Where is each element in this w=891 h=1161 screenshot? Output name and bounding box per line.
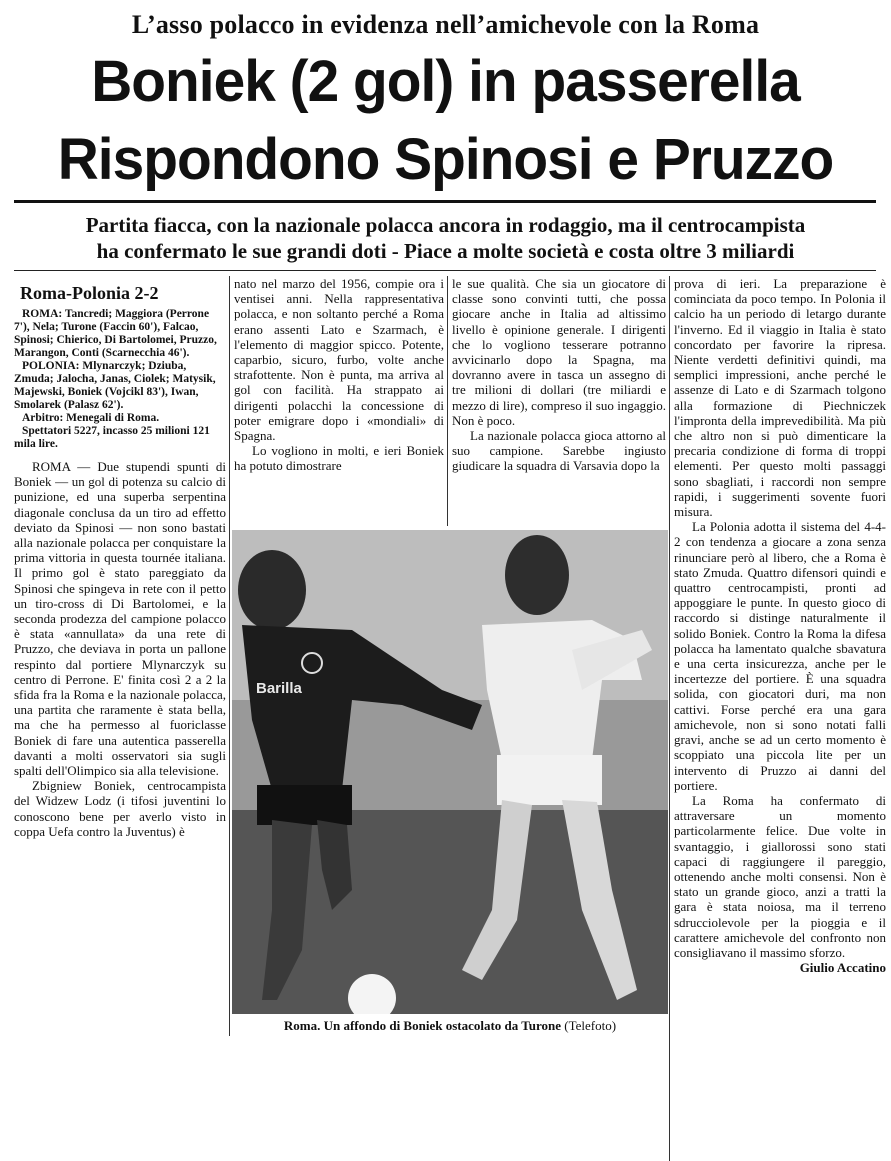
kicker-headline: L’asso polacco in evidenza nell’amichevole con la Roma — [131, 10, 760, 39]
attendance-line: Spettatori 5227, incasso 25 milioni 121 mila lire. — [14, 425, 210, 450]
col1-paragraph-1: ROMA — Due stupendi spunti di Boniek — un gol di potenza su calcio di punizione, ed una superba serpentina diagonale conclusa da un tiro ad effetto deviato da Spinosi — non sono bastati alla nazionale polacca per conquistare la prima vittoria in questa tournée italiana. Il primo gol è stato pareggiato da Spinosi che spingeva in rete con il petto un tiro-cross di Di Bartolomei, e la seconda prodezza del campione polacco è stata «annullata» da una rete di Pruzzo, che deviava in porta un pallone respinto dal portiere Mlynarczyk su centro di Perrone. E' finita così 2 a 2 la sfida fra la Roma e la nazionale polacca, una partita che raramente è stata bella, ma che ha permesso al fuoriclasse Boniek di fare una autentica passerella davanti a molti osservatori sia sugli spalti dell'Olimpico sia alla televisione. — [14, 459, 226, 779]
photo-caption — [232, 1018, 668, 1034]
col3-paragraph-2: La nazionale polacca gioca attorno al suo campione. Sarebbe ingiusto giudicare la squadra di Varsavia dopo la — [452, 428, 666, 474]
col1-paragraph-2: Zbigniew Boniek, centrocampista del Widzew Lodz (i tifosi juventini lo conoscono bene per averlo visto in coppa Uefa contro la Juventus) è — [14, 778, 226, 839]
caption-credit: (Telefoto) — [564, 1018, 617, 1033]
referee-line: Arbitro: Menegali di Roma. — [22, 412, 160, 424]
lineup-polonia: POLONIA: Mlynarczyk; Dziuba, Zmuda; Jalocha, Janas, Ciolek; Matysik, Majewski, Boniek (Vojcikl 83'), Iwan, Smolarek (Palasz 62'). — [14, 360, 216, 411]
photo-illustration — [232, 530, 668, 1014]
caption-text: Roma. Un affondo di Boniek ostacolato da Turone — [283, 1018, 562, 1033]
main-headline-line2: Rispondono Spinosi e Pruzzo — [57, 127, 834, 192]
col2-paragraph-2: Lo vogliono in molti, e ieri Boniek ha potuto dimostrare — [234, 443, 444, 474]
headline-divider — [14, 200, 876, 203]
score-title: Roma-Polonia 2-2 — [20, 283, 159, 303]
main-headline-line1: Boniek (2 gol) in passerella — [91, 49, 800, 114]
lineup-roma: ROMA: Tancredi; Maggiora (Perrone 7'), Nela; Turone (Faccin 60'), Falcao, Spinosi; Chierico, Di Bartolomei, Pruzzo, Marangon, Conti (Scarnecchia 46'). — [14, 308, 217, 359]
col3-paragraph-1: le sue qualità. Che sia un giocatore di classe sono convinti tutti, che possa giocare anche in Italia ad altissimo livello è opinione generale. I dirigenti che lo vogliono tesserare potranno avvicinarlo dopo la Spagna, ma dovranno avere in tasca un assegno di tre milioni di dollari (tre miliardi e mezzo di lire), compreso il suo ingaggio. Non è poco. — [452, 276, 666, 428]
match-photo — [232, 530, 668, 1014]
column-divider-3 — [669, 276, 670, 1161]
column-2 — [234, 276, 444, 526]
sponsor-label: Barilla — [256, 680, 302, 697]
col4-paragraph-3: La Roma ha confermato di attraversare un momento particolarmente felice. Due volte in svantaggio, i giallorossi sono stati capaci di raggiungere il pareggio, ottenendo anche molti consensi. Non è stato un grande gioco, anzi a tratti la gara è stata noiosa, ma il terreno sdrucciolevole per la pioggia e il carattere amichevole del confronto non consigliavano il massimo sforzo. — [674, 792, 886, 960]
subheadline-line1: Partita fiacca, con la nazionale polacca ancora in rodaggio, ma il centrocampista — [85, 213, 806, 237]
column-divider-1 — [229, 276, 230, 1036]
lineup-box — [14, 308, 226, 451]
subheadline-line2: ha confermato le sue grandi doti - Piace a molte società e costa oltre 3 miliardi — [96, 239, 795, 263]
column-3 — [452, 276, 666, 526]
column-4 — [674, 276, 886, 1161]
subhead-divider — [14, 270, 876, 271]
col4-paragraph-2: La Polonia adotta il sistema del 4-4-2 con tendenza a giocare a zona senza rinunciare però al libero, che a Roma è stato Zmuda. Quattro difensori quindi e quattro centrocampisti, pronti ad appoggiare le punte. In questo gioco di raccordo si distinge naturalmente il solido Boniek. Contro la Roma la difesa polacca ha lamentato qualche sbavatura e una certa insicurezza, anche per le incertezze del portiere. È una squadra solida, con giocatori duri, ma non cattivi. Forse perché era una gara amichevole, non si sono notati falli gravi, anche se ad un certo momento è scoppiato una piccola lite per un intervento di Pruzzo ai danni del portiere. — [674, 519, 886, 793]
col4-paragraph-1: prova di ieri. La preparazione è cominciata da poco tempo. In Polonia il calcio ha un periodo di letargo durante l'inverno. Ed il viaggio in Italia è stato concordato per favorire la ripresa. Niente verdetti definitivi quindi, ma semplici impressioni, anche perché le assenze di Lato e di Szarmach tolgono alla formazione di Piechniczek l'impronta della imprevedibilità. Ma più che altro non si può dimenticare la precaria condizione di forma di troppi elementi. Per questo molti passaggi sono sbagliati, i raccordi non sempre rapidi, i suggerimenti sovente fuori misura. — [674, 276, 886, 520]
column-divider-2 — [447, 276, 448, 526]
col2-paragraph-1: nato nel marzo del 1956, compie ora i ventisei anni. Nella rappresentativa polacca, e non soltanto perché a Roma erano assenti Lato e Szarmach, è l'elemento di maggior spicco. Potente, caparbio, sicuro, furbo, volte anche strafottente. Non è punta, ma arriva al gol con facilità. Ha strappato ai dirigenti polacchi la concessione di poter emigrare dopo i «mondiali» di Spagna. — [234, 276, 444, 444]
column-1 — [14, 282, 226, 1042]
byline: Giulio Accatino — [799, 960, 886, 976]
